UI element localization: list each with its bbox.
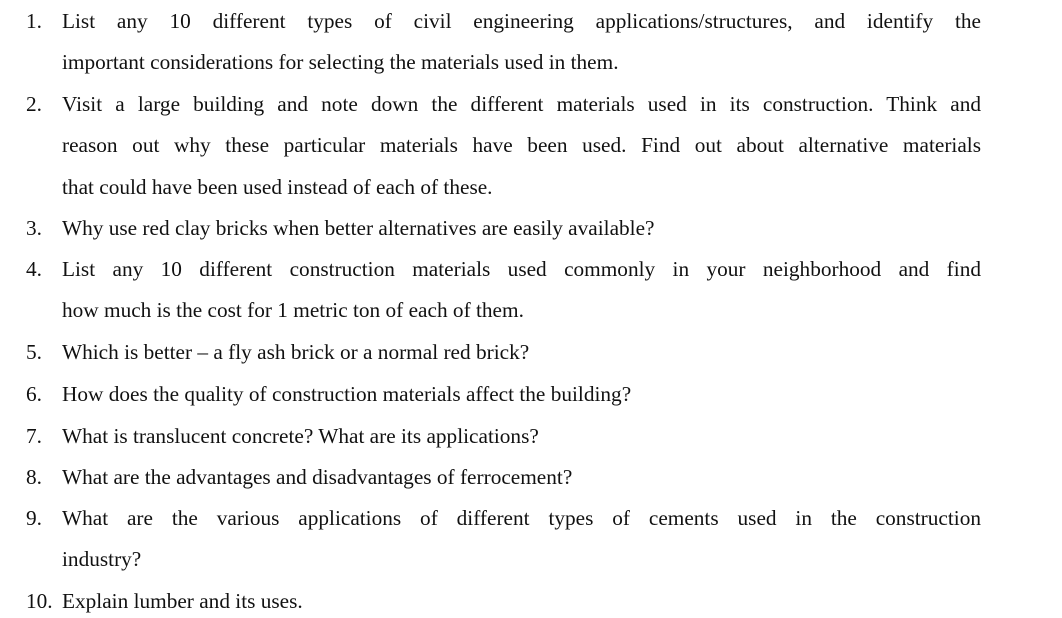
item-number: 3. [26, 216, 42, 240]
item-text-line: Which is better – a fly ash brick or a normal red brick? [62, 340, 530, 364]
item-text-line: How does the quality of construction materials affect the building? [62, 382, 632, 406]
item-text-line: What is translucent concrete? What are its applications? [62, 424, 539, 448]
item-number: 8. [26, 465, 42, 489]
item-text-line: Explain lumber and its uses. [62, 589, 303, 613]
item-text-line: that could have been used instead of each of these. [62, 175, 493, 199]
item-text-line: What are the advantages and disadvantages of ferrocement? [62, 465, 573, 489]
item-text-line: reason out why these particular materials have been used. Find out about alternative materials [62, 133, 981, 157]
item-number: 4. [26, 257, 42, 281]
item-text-line: List any 10 different construction materials used commonly in your neighborhood and find [62, 257, 981, 281]
item-number: 2. [26, 92, 42, 116]
item-text-line: Why use red clay bricks when better alternatives are easily available? [62, 216, 655, 240]
item-number: 7. [26, 424, 42, 448]
item-number: 1. [26, 9, 42, 33]
item-number: 10. [26, 589, 53, 613]
item-text-line: how much is the cost for 1 metric ton of each of them. [62, 298, 524, 322]
item-number: 5. [26, 340, 42, 364]
item-text-line: What are the various applications of different types of cements used in the construction [62, 506, 981, 530]
item-text-line: List any 10 different types of civil engineering applications/structures, and identify the [62, 9, 981, 33]
item-number: 6. [26, 382, 42, 406]
item-number: 9. [26, 506, 42, 530]
item-text-line: Visit a large building and note down the different materials used in its construction. Think and [62, 92, 981, 116]
item-text-line: important considerations for selecting the materials used in them. [62, 50, 619, 74]
item-text-line: industry? [62, 547, 142, 571]
